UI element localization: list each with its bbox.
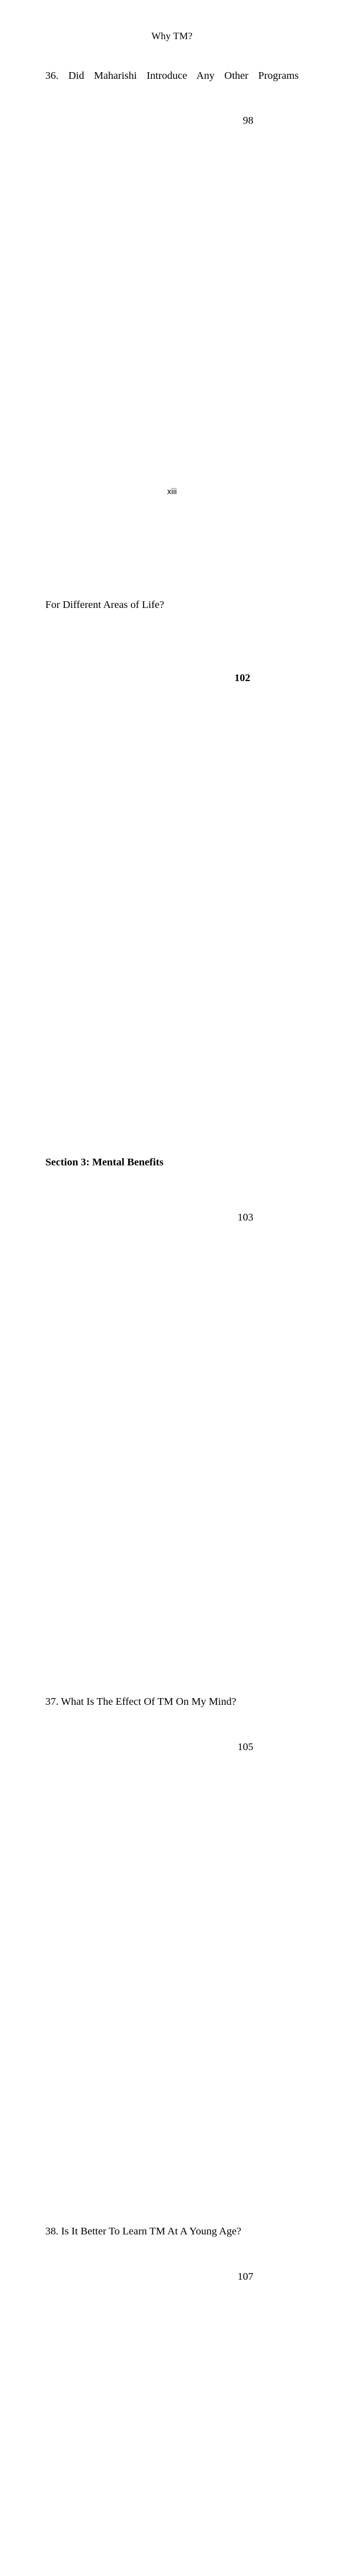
toc-entry-36[interactable] [45,69,299,613]
section-heading-label: Section 3: Mental Benefits [45,1156,164,1168]
toc-entry-page: 98 [243,115,253,127]
toc-entry-number: 38. [45,2225,59,2237]
toc-entry-title-line1: Did Maharishi Introduce Any Other Programs [68,70,299,81]
section-heading-page: 102 [234,672,250,684]
toc-entry-title: What Is The Effect Of TM On My Mind? [61,1696,236,1707]
page-folio: xiii [167,487,177,496]
running-head: Why TM? [151,31,193,42]
toc-entry-page: 105 [237,1741,253,1753]
toc-entry-39[interactable] [45,2239,299,2576]
toc-entry-number: 37. [45,1696,59,1707]
toc-entry-page: 103 [237,1211,253,1223]
toc-entry-title: Is It Better To Learn TM At A Young Age? [61,2225,242,2237]
toc-entry-38[interactable] [45,1709,299,2239]
toc-entry-37[interactable] [45,1180,299,1709]
toc-entry-page: 107 [237,2271,253,2282]
toc-entry-title-line2: For Different Areas of Life? [45,599,164,611]
section-heading-3[interactable] [45,641,299,1168]
toc-entry-number: 36. [45,70,59,81]
